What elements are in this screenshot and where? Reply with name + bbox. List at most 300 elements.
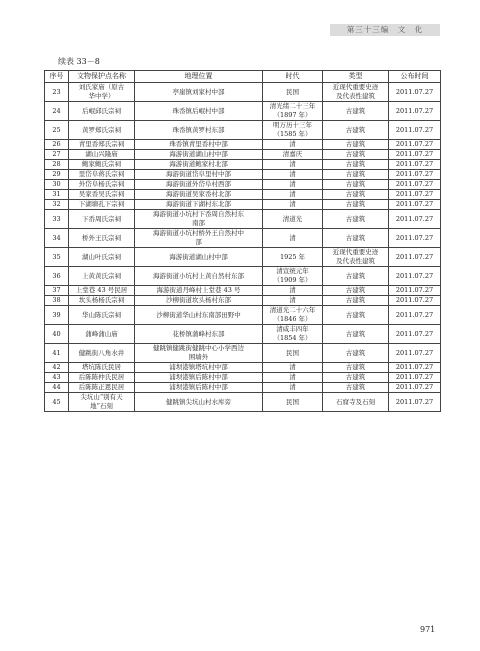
- row-number-cell: [45, 170, 69, 180]
- row-number: 36: [52, 271, 61, 280]
- location-cell: [135, 190, 263, 200]
- category-cell: [323, 267, 389, 286]
- category-cell: [323, 229, 389, 248]
- announce-date-cell: [389, 83, 441, 102]
- site-name-cell: [69, 248, 135, 267]
- row-number-cell: [45, 267, 69, 286]
- location-cell: [135, 180, 263, 190]
- row-number: 29: [52, 170, 61, 178]
- era-cell: [263, 306, 323, 325]
- category: 古建筑: [345, 373, 366, 381]
- table-row: [45, 373, 441, 383]
- location-cell: [135, 248, 263, 267]
- announce-date-cell: [389, 383, 441, 393]
- era: 民国: [286, 348, 299, 357]
- location: 珠岙镇青里岙村中部: [169, 140, 228, 148]
- location: 海游街道小坑村下岙周自然村东 南部: [153, 210, 244, 227]
- row-number: 45: [52, 397, 61, 406]
- category-cell: [323, 170, 389, 180]
- announce-date-cell: [389, 393, 441, 412]
- table-row: [45, 363, 441, 373]
- table-row: [45, 121, 441, 140]
- category-cell: [323, 393, 389, 412]
- announce-date-cell: [389, 180, 441, 190]
- announce-date: 2011.07.27: [395, 140, 434, 148]
- site-name: 湖山兴隆庙: [85, 150, 118, 158]
- table-header-row: [45, 71, 441, 83]
- location-cell: [135, 83, 263, 102]
- location: 海游街道湖山村中部: [169, 252, 228, 261]
- category-cell: [323, 200, 389, 210]
- announce-date: 2011.07.27: [395, 170, 434, 178]
- era: 1925 年: [279, 252, 306, 261]
- column-header: 时代: [263, 71, 323, 83]
- site-name-cell: [69, 83, 135, 102]
- era-cell: [263, 325, 323, 344]
- heritage-sites-table: [44, 70, 441, 412]
- row-number: 35: [52, 252, 61, 261]
- location-cell: [135, 344, 263, 363]
- era: 清道光: [282, 214, 303, 223]
- location-cell: [135, 229, 263, 248]
- location: 海游街道吴家岙村北部: [166, 190, 231, 198]
- category: 古建筑: [345, 160, 366, 168]
- location-cell: [135, 363, 263, 373]
- category: 近现代重要史迹 及代表性建筑: [332, 83, 379, 100]
- announce-date-cell: [389, 344, 441, 363]
- table-row: [45, 248, 441, 267]
- era: 明万历十三年 （1585 年）: [273, 121, 312, 138]
- location-cell: [135, 373, 263, 383]
- site-name: 后岷邱氏宗祠: [82, 106, 121, 115]
- era-cell: [263, 296, 323, 306]
- era-cell: [263, 267, 323, 286]
- site-name-cell: [69, 180, 135, 190]
- era: 民国: [286, 87, 299, 96]
- site-name: 坎头杨杨氏宗祠: [78, 296, 125, 304]
- location: 沙柳街道坎头杨村东部: [166, 296, 231, 304]
- announce-date: 2011.07.27: [395, 180, 434, 188]
- announce-date: 2011.07.27: [395, 233, 434, 242]
- location: 海游街道外岱阜村西部: [166, 180, 231, 188]
- era-cell: [263, 121, 323, 140]
- category: 石窟寺及石刻: [336, 397, 375, 406]
- category: 古建筑: [345, 200, 366, 208]
- category-cell: [323, 306, 389, 325]
- location-cell: [135, 121, 263, 140]
- site-name: 黄罗郑氏宗祠: [82, 125, 121, 134]
- era-cell: [263, 170, 323, 180]
- site-name-cell: [69, 210, 135, 229]
- row-number-cell: [45, 373, 69, 383]
- table-row: [45, 286, 441, 296]
- category-cell: [323, 190, 389, 200]
- column-header: 文物保护点名称: [69, 71, 135, 83]
- running-header: [330, 24, 440, 36]
- table-row: [45, 210, 441, 229]
- category-cell: [323, 121, 389, 140]
- announce-date: 2011.07.27: [395, 150, 434, 158]
- row-number: 37: [52, 286, 61, 294]
- site-name-cell: [69, 373, 135, 383]
- location: 珠岙镇后岷村中部: [172, 106, 225, 115]
- site-name-cell: [69, 306, 135, 325]
- era: 清: [289, 140, 296, 148]
- era-cell: [263, 102, 323, 121]
- site-name-cell: [69, 393, 135, 412]
- announce-date: 2011.07.27: [395, 87, 434, 96]
- site-name: 鲍家鲍氏宗祠: [82, 160, 121, 168]
- row-number-cell: [45, 200, 69, 210]
- table-row: [45, 393, 441, 412]
- announce-date-cell: [389, 121, 441, 140]
- category-cell: [323, 286, 389, 296]
- era: 清: [289, 160, 296, 168]
- era: 清宣统元年 （1909 年）: [273, 267, 312, 284]
- site-name-cell: [69, 102, 135, 121]
- table-row: [45, 160, 441, 170]
- category: 古建筑: [345, 180, 366, 188]
- category-cell: [323, 160, 389, 170]
- table-row: [45, 83, 441, 102]
- site-name: 青里岙郑氏宗祠: [78, 140, 125, 148]
- location: 海游街道丹峰村上堂巷 43 号: [156, 286, 241, 294]
- category: 古建筑: [345, 190, 366, 198]
- site-name-cell: [69, 286, 135, 296]
- row-number-cell: [45, 190, 69, 200]
- announce-date-cell: [389, 229, 441, 248]
- row-number: 43: [52, 373, 61, 381]
- announce-date: 2011.07.27: [395, 348, 434, 357]
- category: 古建筑: [345, 383, 366, 391]
- table-row: [45, 200, 441, 210]
- era: 清嘉庆: [282, 150, 303, 158]
- location: 海游街道小坑村上黄自然村东部: [153, 271, 244, 280]
- announce-date-cell: [389, 286, 441, 296]
- era: 清: [289, 373, 296, 381]
- location-cell: [135, 102, 263, 121]
- site-name-cell: [69, 190, 135, 200]
- row-number: 31: [52, 190, 61, 198]
- location-cell: [135, 393, 263, 412]
- era: 民国: [286, 397, 299, 406]
- era-cell: [263, 229, 323, 248]
- location: 海游街道湖山村中部: [169, 150, 228, 158]
- row-number-cell: [45, 344, 69, 363]
- row-number-cell: [45, 180, 69, 190]
- column-header: 地理位置: [135, 71, 263, 83]
- category-cell: [323, 210, 389, 229]
- row-number-cell: [45, 121, 69, 140]
- location: 健跳镇尖坑山村水库旁: [166, 397, 231, 406]
- row-number-cell: [45, 363, 69, 373]
- table-row: [45, 180, 441, 190]
- era: 清: [289, 200, 296, 208]
- table-row: [45, 140, 441, 150]
- site-name-cell: [69, 200, 135, 210]
- announce-date: 2011.07.27: [395, 296, 434, 304]
- era: 清: [289, 363, 296, 371]
- category-cell: [323, 296, 389, 306]
- running-header-text: 第三十三编 文 化: [346, 25, 424, 34]
- era-cell: [263, 140, 323, 150]
- category-cell: [323, 373, 389, 383]
- announce-date: 2011.07.27: [395, 106, 434, 115]
- row-number: 41: [52, 348, 61, 357]
- era-cell: [263, 344, 323, 363]
- site-name: 后陈陈仲氏民居: [78, 373, 125, 381]
- site-name-cell: [69, 160, 135, 170]
- announce-date-cell: [389, 296, 441, 306]
- era: 清咸丰四年 （1854 年）: [273, 325, 312, 342]
- era-cell: [263, 373, 323, 383]
- category-cell: [323, 180, 389, 190]
- page-number: 971: [420, 625, 436, 634]
- announce-date-cell: [389, 200, 441, 210]
- location: 健跳镇健跳街健跳中心小学西边 围墙外: [153, 344, 244, 361]
- row-number-cell: [45, 102, 69, 121]
- category-cell: [323, 363, 389, 373]
- announce-date-cell: [389, 248, 441, 267]
- row-number: 32: [52, 200, 61, 208]
- table-row: [45, 150, 441, 160]
- announce-date: 2011.07.27: [395, 310, 434, 319]
- announce-date: 2011.07.27: [395, 363, 434, 371]
- site-name: 上黄黄氏宗祠: [82, 271, 121, 280]
- category-cell: [323, 325, 389, 344]
- announce-date-cell: [389, 306, 441, 325]
- era-cell: [263, 248, 323, 267]
- site-name: 健跳街八角水井: [78, 348, 125, 357]
- announce-date: 2011.07.27: [395, 190, 434, 198]
- site-name-cell: [69, 363, 135, 373]
- row-number-cell: [45, 325, 69, 344]
- site-name-cell: [69, 344, 135, 363]
- column-header: 序号: [45, 71, 69, 83]
- row-number: 33: [52, 214, 61, 223]
- era-cell: [263, 363, 323, 373]
- announce-date: 2011.07.27: [395, 252, 434, 261]
- row-number: 25: [52, 125, 61, 134]
- site-name: 下岙周氏宗祠: [82, 214, 121, 223]
- row-number: 38: [52, 296, 61, 304]
- row-number-cell: [45, 248, 69, 267]
- era: 清: [289, 170, 296, 178]
- category: 古建筑: [345, 363, 366, 371]
- announce-date-cell: [389, 140, 441, 150]
- era-cell: [263, 150, 323, 160]
- category: 古建筑: [345, 150, 366, 158]
- category: 古建筑: [345, 271, 366, 280]
- site-name: 吴家岙吴氏宗祠: [78, 190, 125, 198]
- site-name-cell: [69, 121, 135, 140]
- site-name: 外岱阜杨氏宗祠: [78, 180, 125, 188]
- announce-date: 2011.07.27: [395, 200, 434, 208]
- table-row: [45, 306, 441, 325]
- site-name: 上堂巷 43 号民居: [75, 286, 128, 294]
- row-number: 26: [52, 140, 61, 148]
- era: 清光绪二十三年 （1897 年）: [269, 102, 316, 119]
- site-name: 尖坑山“别有天 地”石刻: [80, 393, 123, 410]
- era-cell: [263, 286, 323, 296]
- row-number-cell: [45, 296, 69, 306]
- site-name: 桥外王氏宗祠: [82, 233, 121, 242]
- announce-date-cell: [389, 170, 441, 180]
- table-row: [45, 267, 441, 286]
- site-name-cell: [69, 325, 135, 344]
- category-cell: [323, 140, 389, 150]
- site-name: 湖山叶氏宗祠: [82, 252, 121, 261]
- category: 古建筑: [345, 214, 366, 223]
- row-number-cell: [45, 150, 69, 160]
- announce-date: 2011.07.27: [395, 125, 434, 134]
- row-number-cell: [45, 140, 69, 150]
- table-row: [45, 170, 441, 180]
- category: 古建筑: [345, 140, 366, 148]
- era: 清: [289, 286, 296, 294]
- location-cell: [135, 325, 263, 344]
- era-cell: [263, 393, 323, 412]
- announce-date-cell: [389, 363, 441, 373]
- row-number: 42: [52, 363, 61, 371]
- location: 海游街道下湖村东北部: [166, 200, 231, 208]
- site-name: 后陈陈正恩民居: [78, 383, 125, 391]
- site-name-cell: [69, 383, 135, 393]
- row-number-cell: [45, 383, 69, 393]
- table-row: [45, 383, 441, 393]
- site-name: 里岱阜蒋氏宗祠: [78, 170, 125, 178]
- category-cell: [323, 83, 389, 102]
- announce-date-cell: [389, 150, 441, 160]
- announce-date-cell: [389, 373, 441, 383]
- location-cell: [135, 150, 263, 160]
- location: 海游街道小坑村桥外王自然村中 部: [153, 229, 244, 246]
- table-continuation-title: 续表 33－8: [58, 57, 100, 66]
- site-name: 塔坑陈氏民居: [82, 363, 121, 371]
- era-cell: [263, 210, 323, 229]
- category-cell: [323, 248, 389, 267]
- table-row: [45, 229, 441, 248]
- location-cell: [135, 140, 263, 150]
- announce-date-cell: [389, 267, 441, 286]
- table-row: [45, 190, 441, 200]
- announce-date: 2011.07.27: [395, 383, 434, 391]
- row-number: 24: [52, 106, 61, 115]
- location: 浦坝港镇塔坑村中部: [169, 363, 228, 371]
- table-row: [45, 325, 441, 344]
- category: 古建筑: [345, 310, 366, 319]
- location-cell: [135, 306, 263, 325]
- location: 浦坝港镇后陈村中部: [169, 383, 228, 391]
- site-name: 蒲峰蒲山庙: [85, 329, 118, 338]
- row-number-cell: [45, 393, 69, 412]
- location: 亭崖镇刘家村中部: [172, 87, 225, 96]
- category: 古建筑: [345, 286, 366, 294]
- era-cell: [263, 190, 323, 200]
- category: 古建筑: [345, 329, 366, 338]
- era-cell: [263, 83, 323, 102]
- location-cell: [135, 267, 263, 286]
- site-name-cell: [69, 229, 135, 248]
- location-cell: [135, 200, 263, 210]
- era: 清: [289, 383, 296, 391]
- row-number: 27: [52, 150, 61, 158]
- category: 古建筑: [345, 296, 366, 304]
- category-cell: [323, 150, 389, 160]
- row-number: 40: [52, 329, 61, 338]
- era: 清: [289, 296, 296, 304]
- table-row: [45, 102, 441, 121]
- column-header: 类型: [323, 71, 389, 83]
- era: 清道光二十六年 （1846 年）: [269, 306, 316, 323]
- category-cell: [323, 102, 389, 121]
- category: 古建筑: [345, 106, 366, 115]
- row-number-cell: [45, 286, 69, 296]
- location-cell: [135, 296, 263, 306]
- location-cell: [135, 160, 263, 170]
- site-name: 华山陈氏宗祠: [82, 310, 121, 319]
- category: 古建筑: [345, 233, 366, 242]
- announce-date-cell: [389, 190, 441, 200]
- table-row: [45, 344, 441, 363]
- location: 珠岙镇黄罗村东部: [172, 125, 225, 134]
- announce-date: 2011.07.27: [395, 373, 434, 381]
- announce-date: 2011.07.27: [395, 271, 434, 280]
- announce-date-cell: [389, 160, 441, 170]
- category-cell: [323, 344, 389, 363]
- era-cell: [263, 383, 323, 393]
- row-number-cell: [45, 210, 69, 229]
- location: 海游街道岱阜里村中部: [166, 170, 231, 178]
- category-cell: [323, 383, 389, 393]
- announce-date: 2011.07.27: [395, 160, 434, 168]
- location-cell: [135, 170, 263, 180]
- category: 古建筑: [345, 170, 366, 178]
- row-number-cell: [45, 229, 69, 248]
- row-number: 44: [52, 383, 61, 391]
- location-cell: [135, 210, 263, 229]
- era: 清: [289, 180, 296, 188]
- row-number: 39: [52, 310, 61, 319]
- announce-date: 2011.07.27: [395, 286, 434, 294]
- era-cell: [263, 180, 323, 190]
- row-number-cell: [45, 160, 69, 170]
- announce-date: 2011.07.27: [395, 214, 434, 223]
- site-name-cell: [69, 150, 135, 160]
- row-number: 30: [52, 180, 61, 188]
- category: 古建筑: [345, 348, 366, 357]
- row-number: 23: [52, 87, 61, 96]
- location: 浦坝港镇后陈村中部: [169, 373, 228, 381]
- row-number: 28: [52, 160, 61, 168]
- category: 古建筑: [345, 125, 366, 134]
- announce-date-cell: [389, 102, 441, 121]
- row-number-cell: [45, 306, 69, 325]
- announce-date-cell: [389, 325, 441, 344]
- location: 花桥镇蒲峰村东部: [172, 329, 225, 338]
- location: 海游街道鲍家村北部: [169, 160, 228, 168]
- location-cell: [135, 383, 263, 393]
- column-header: 公布时间: [389, 71, 441, 83]
- announce-date-cell: [389, 210, 441, 229]
- table-row: [45, 296, 441, 306]
- row-number-cell: [45, 83, 69, 102]
- announce-date: 2011.07.27: [395, 397, 434, 406]
- site-name: 刘氏家庙（原古 华中学）: [78, 83, 125, 100]
- era-cell: [263, 200, 323, 210]
- site-name-cell: [69, 267, 135, 286]
- site-name: 下湖塘孔下宗祠: [78, 200, 125, 208]
